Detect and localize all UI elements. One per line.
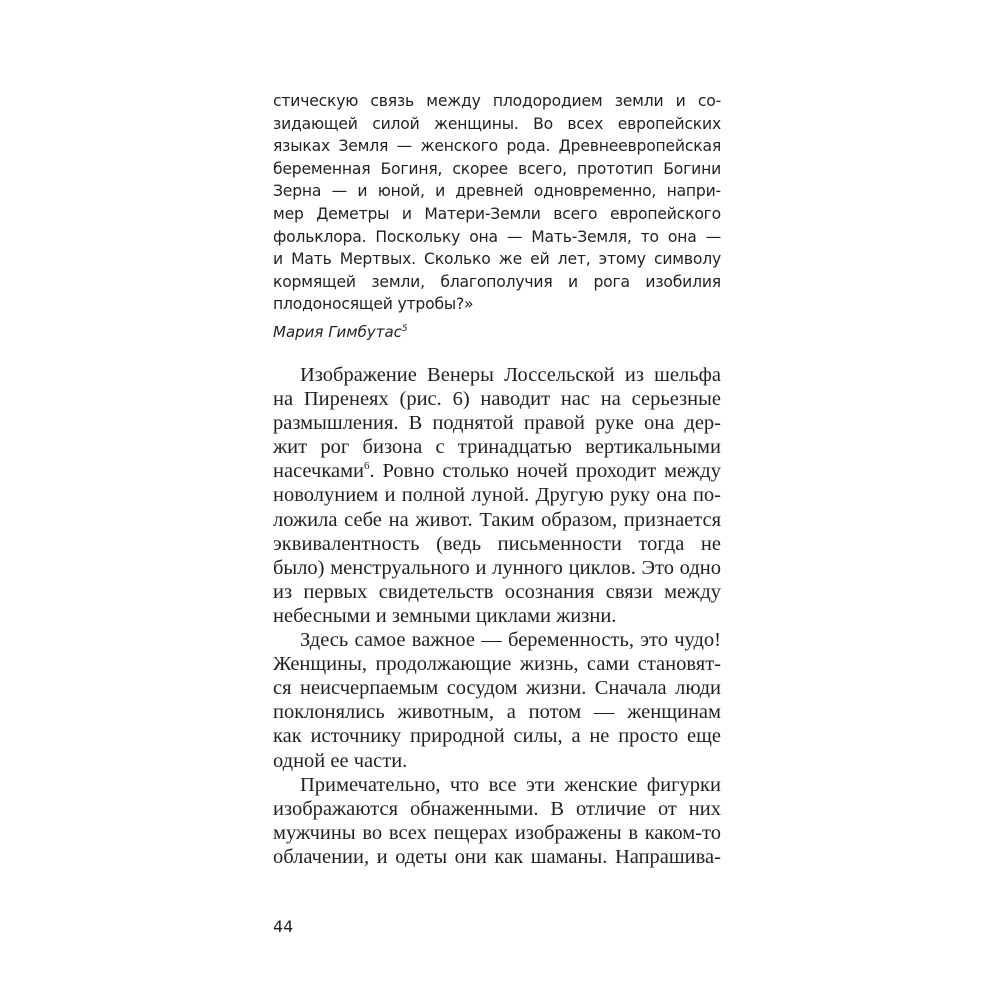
body-line: небесными и земными циклами жизни.	[273, 604, 617, 627]
quote-line: языках Земля — женского рода. Древнеевропейская	[273, 137, 721, 156]
body-line: эквивалентность (ведь письменности тогда не	[273, 532, 721, 555]
body-line: изображаются обнаженными. В отличие от них	[273, 797, 721, 820]
quote-line: плодоносящей утробы?»	[273, 295, 474, 314]
body-line: Изображение Венеры Лоссельской из шельфа	[300, 364, 721, 386]
body-line: поклонялись животным, а потом — женщинам	[273, 701, 721, 724]
quote-line: зидающей силой женщины. Во всех европейских	[273, 114, 721, 133]
body-line: на Пиренеях (рис. 6) наводит нас на серьезные	[273, 388, 721, 411]
footnote-ref: 5	[401, 324, 408, 334]
quote-line: и Мать Мертвых. Сколько же ей лет, этому символу	[273, 250, 721, 269]
text: . Ровно столько ночей проходит между	[369, 460, 721, 483]
body-line: мужчины во всех пещерах изображены в каком-то	[273, 821, 721, 844]
body-line: размышления. В поднятой правой руке она дер-	[273, 412, 721, 435]
epigraph-quote	[273, 90, 721, 316]
page-number: 44	[273, 917, 294, 936]
footnote-ref: 6	[364, 460, 370, 473]
body-line: Примечательно, что все эти женские фигурки	[300, 773, 721, 796]
quote-line: Зерна — и юной, и древней одновременно, напри-	[273, 182, 721, 201]
body-line: новолунием и полной луной. Другую руку она по-	[273, 484, 721, 507]
quote-line: стическую связь между плодородием земли и со-	[273, 92, 721, 110]
quote-line: фольклора. Поскольку она — Мать-Земля, то она —	[273, 227, 721, 246]
body-line: одной ее части.	[273, 749, 408, 772]
quote-line: мер Деметры и Матери-Земли всего европейского	[273, 204, 721, 223]
body-line: Женщины, продолжающие жизнь, сами становят-	[273, 653, 721, 676]
body-line: ся неисчерпаемым сосудом жизни. Сначала люди	[273, 677, 721, 700]
body-line: как источнику природной силы, а не просто еще	[273, 725, 721, 748]
body-line: жит рог бизона с тринадцатью вертикальными	[273, 436, 721, 459]
body-line: из первых свидетельств осознания связи между	[273, 580, 721, 603]
body-line: ложила себе на живот. Таким образом, признается	[273, 508, 721, 531]
body-line: облачении, и одеты они как шаманы. Напрашива-	[273, 845, 721, 868]
text: насечками	[273, 460, 365, 483]
body-line: Здесь самое важное — беременность, это чудо!	[300, 629, 721, 652]
quote-author	[273, 323, 408, 341]
quote-line: беременная Богиня, скорее всего, прототип Богини	[273, 159, 721, 178]
quote-line: кормящей земли, благополучия и рога изобилия	[273, 272, 721, 291]
body-line: было) менструального и лунного циклов. Это одно	[273, 556, 721, 579]
author-name: Мария Гимбутас	[273, 323, 402, 341]
body-text	[273, 363, 721, 869]
body-line	[273, 459, 721, 483]
